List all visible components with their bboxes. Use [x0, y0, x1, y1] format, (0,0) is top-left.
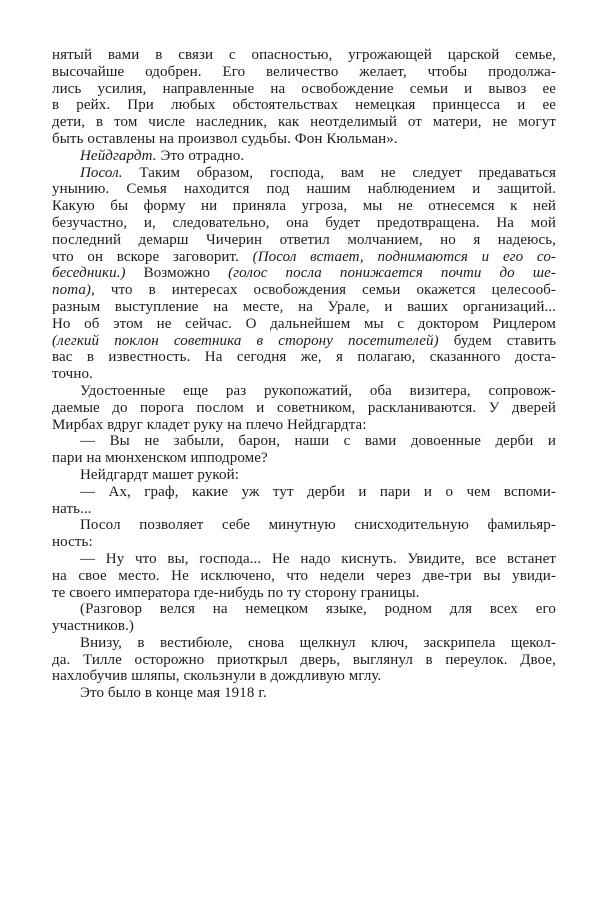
text-line: [52, 81, 556, 98]
text-line: [52, 97, 556, 114]
text-line: [52, 467, 556, 484]
text-line: [52, 349, 556, 366]
text-segment: быть оставлены на произвол судьбы. Фон Кюльман».: [52, 130, 398, 147]
text-line: [52, 215, 556, 232]
text-segment: на свое место. Не исключено, что недели через две-три вы увиди-: [52, 567, 556, 584]
text-segment: (Разговор велся на немецком языке, родном для всех его: [80, 601, 556, 618]
text-line: [52, 333, 556, 350]
text-line: [52, 618, 556, 635]
text-line: [52, 568, 556, 585]
text-segment: что он вскоре заговорит.: [52, 248, 253, 265]
text-segment: Удостоенные еще раз рукопожатий, оба визитера, сопровож-: [80, 382, 556, 399]
text-segment: пари на мюнхенском ипподроме?: [52, 450, 268, 467]
text-line: [52, 165, 556, 182]
text-segment: нятый вами в связи с опасностью, угрожающей царской семье,: [52, 47, 556, 63]
text-segment: да. Тилле осторожно приоткрыл дверь, выглянул в переулок. Двое,: [52, 651, 556, 668]
text-line: [52, 400, 556, 417]
text-segment: — Ну что вы, господа... Не надо киснуть. Увидите, все встанет: [80, 550, 556, 567]
text-line: [52, 585, 556, 602]
text-segment: Это было в конце мая 1918 г.: [80, 685, 267, 702]
text-segment: Какую бы форму ни приняла угроза, мы не отнесемся к ней: [52, 198, 556, 215]
text-segment: Возможно: [125, 265, 229, 282]
text-line: [52, 366, 556, 383]
text-line: [52, 652, 556, 669]
text-segment: нахлобучив шляпы, скользнули в дождливую мглу.: [52, 668, 382, 685]
stage-direction-text: (голос посла понижается почти до ше-: [228, 265, 556, 282]
text-segment: дети, в том числе наследник, как неотделимый от матери, не могут: [52, 114, 556, 131]
text-segment: Таким образом, господа, вам не следует предаваться: [122, 164, 556, 181]
text-line: [52, 635, 556, 652]
text-line: [52, 551, 556, 568]
text-line: [52, 249, 556, 266]
text-segment: — Вы не забыли, барон, наши с вами довоенные дерби и: [80, 433, 556, 450]
text-line: [52, 450, 556, 467]
text-segment: будем ставить: [438, 332, 557, 349]
text-segment: разным выступление на месте, на Урале, и ваших организаций...: [52, 298, 556, 315]
text-line: [52, 282, 556, 299]
stage-direction-text: (легкий поклон советника в сторону посетителей): [52, 332, 439, 349]
text-segment: лись усилия, направленные на освобождение семьи и вывоз ее: [52, 80, 556, 97]
text-segment: унынию. Семья находится под нашим наблюдением и защитой.: [52, 181, 556, 198]
text-segment: Но об этом не сейчас. О дальнейшем мы с доктором Рицлером: [52, 315, 556, 332]
text-line: [52, 47, 556, 64]
text-segment: ность:: [52, 534, 93, 551]
text-segment: в рейх. При любых обстоятельствах немецкая принцесса и ее: [52, 97, 556, 114]
text-line: [52, 668, 556, 685]
stage-direction-text: пота),: [52, 282, 95, 299]
text-segment: высочайше одобрен. Его величество желает, чтобы продолжа-: [52, 63, 556, 80]
text-segment: Внизу, в вестибюле, снова щелкнул ключ, заскрипела щекол-: [80, 634, 556, 651]
text-block: [52, 47, 556, 702]
text-line: [52, 131, 556, 148]
text-segment: — Ах, граф, какие уж тут дерби и пари и о чем вспоми-: [80, 483, 556, 500]
text-line: [52, 148, 556, 165]
text-segment: точно.: [52, 366, 93, 383]
stage-direction-text: (Посол встает, поднимаются и его со-: [252, 248, 557, 265]
text-line: [52, 501, 556, 518]
text-segment: безучастно, и, следовательно, она будет предотвращена. На мой: [52, 214, 556, 231]
text-segment: Нейдгардт машет рукой:: [80, 466, 239, 483]
text-line: [52, 517, 556, 534]
stage-direction-text: Посол.: [80, 164, 123, 181]
text-line: [52, 114, 556, 131]
text-line: [52, 316, 556, 333]
text-line: [52, 685, 556, 702]
text-line: [52, 534, 556, 551]
text-segment: Это отрадно.: [156, 147, 245, 164]
text-segment: Мирбах вдруг кладет руку на плечо Нейдгардта:: [52, 416, 367, 433]
text-segment: даемые до порога послом и советником, раскланиваются. У дверей: [52, 399, 556, 416]
text-segment: что в интересах освобождения семьи окажется целесооб-: [94, 282, 556, 299]
text-segment: Посол позволяет себе минутную снисходительную фамильяр-: [80, 517, 556, 534]
text-line: [52, 433, 556, 450]
text-line: [52, 265, 556, 282]
text-line: [52, 383, 556, 400]
text-segment: те своего императора где-нибудь по ту сторону границы.: [52, 584, 420, 601]
text-segment: нать...: [52, 500, 92, 517]
text-line: [52, 198, 556, 215]
text-line: [52, 64, 556, 81]
stage-direction-text: Нейдгардт.: [80, 147, 157, 164]
text-segment: последний демарш Чичерин ответил молчанием, но я надеюсь,: [52, 231, 556, 248]
text-line: [52, 181, 556, 198]
text-line: [52, 232, 556, 249]
text-segment: вас в известность. На сегодня же, я полагаю, сказанного доста-: [52, 349, 556, 366]
text-line: [52, 417, 556, 434]
stage-direction-text: беседники.): [52, 265, 126, 282]
text-segment: участников.): [52, 618, 135, 635]
text-line: [52, 484, 556, 501]
text-line: [52, 299, 556, 316]
text-line: [52, 601, 556, 618]
